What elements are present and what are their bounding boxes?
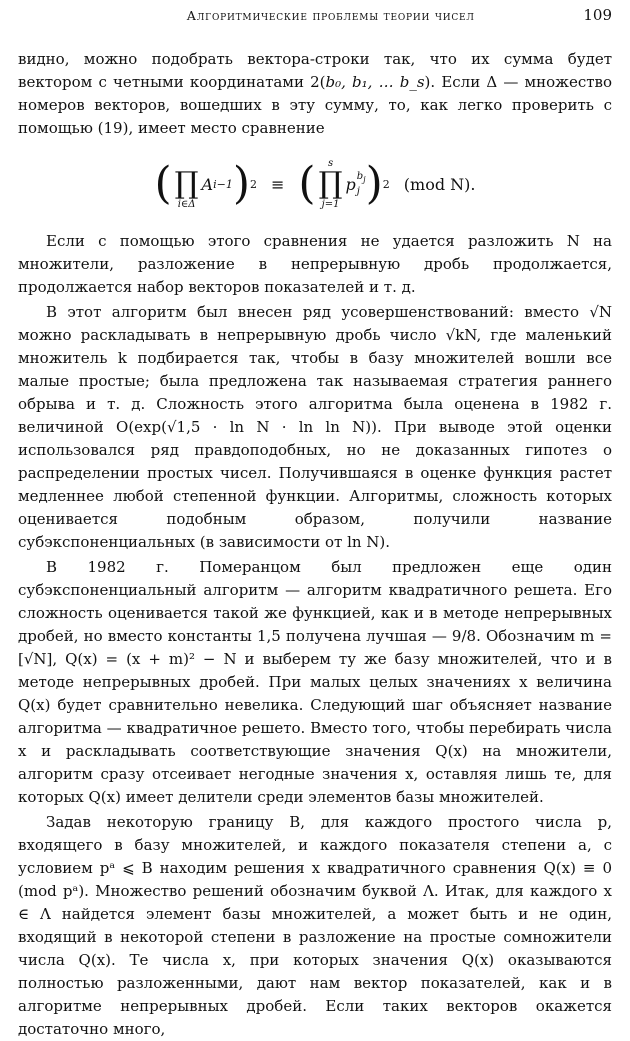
paragraph-5: Задав некоторую границу B, для каждого простого числа p, входящего в базу множителей, и каждого показателя степени a, с условием pᵃ ⩽ B находим решения x квадратичного сравнения Q(x) ≡ 0 (mod pᵃ). Множество решений обозначим буквой Λ. Итак, для каждого x ∈ Λ найдется элемент базы множителей, а может быть и не один, входящий в некоторой степени в разложение на простые сомножители числа Q(x). Те числа x, при которых значения Q(x) оказываются полностью разложенными, дают нам вектор показателей, как и в алгоритме непрерывных дробей. Если таких векторов окажется достаточно много, [18, 813, 612, 1038]
formula-rparen-2: ) [365, 158, 383, 209]
display-formula [18, 142, 612, 226]
product-2-symbol: ∏ [318, 166, 343, 201]
formula-term-1: A [201, 174, 214, 194]
formula-term-2: p [345, 174, 356, 194]
running-title: Алгоритмические проблемы теории чисел [186, 8, 475, 23]
formula-square-2: 2 [382, 177, 390, 191]
formula-term-2-sup-sub: j [363, 174, 366, 184]
product-operator-1 [175, 158, 199, 210]
paragraph-1-text-b: ). Если Δ — множество номеров векторов, вошедших в эту сумму, то, как легко проверить с помощью (19), имеет место сравнение [18, 73, 613, 137]
product-1-symbol: ∏ [174, 166, 199, 201]
formula-rparen-1: ) [232, 158, 251, 209]
formula-lparen-1: ( [154, 158, 172, 209]
paragraph-2: Если с помощью этого сравнения не удается разложить N на множители, разложение в непрерывную дробь продолжается, продолжается набор векторов показателей и т. д. [18, 232, 612, 296]
formula-square-1: 2 [250, 177, 258, 191]
product-2-sub: j=1 [321, 199, 340, 210]
paragraph-4: В 1982 г. Померанцом был предложен еще один субэкспоненциальный алгоритм — алгоритм квадратичного решета. Его сложность оценивается такой же функцией, как и в методе непрерывных дробей, но вместо константы 1,5 получена лучшая — 9/8. Обозначим m = [√N], Q(x) = (x + m)² − N и выберем ту же базу множителей, что и в методе непрерывных дробей. При малых целых значениях x величина Q(x) будет сравнительно невелика. Следующий шаг объясняет название алгоритма — квадратичное решето. Вместо того, чтобы перебирать числа x и раскладывать соответствующие значения Q(x) на множители, алгоритм сразу отсеивает негодные значения x, оставляя лишь те, для которых Q(x) имеет делители среди элементов базы множителей. [18, 558, 612, 806]
formula-term-2-sup [357, 171, 366, 186]
paragraph-1-text-a: видно, можно подобрать вектора-строки так, что их сумма будет вектором с четными координатами 2( [18, 50, 612, 91]
page-body [18, 48, 612, 1041]
product-2-sup: s [327, 158, 334, 169]
paragraph-3: В этот алгоритм был внесен ряд усовершенствований: вместо √N можно раскладывать в непрерывную дробь число √kN, где маленький множитель k подбирается так, чтобы в базу множителей вошли все малые простые; была предложена так называемая стратегия раннего обрыва и т. д. Сложность этого алгоритма была оценена в 1982 г. величиной O(exp(√1,5 · ln N · ln ln N)). При выводе этой оценки использовался ряд правдоподобных, но не доказанных гипотез о распределении простых чисел. Получившаяся в оценке функция растет медленнее любой степенной функции. Алгоритмы, сложность которых оценивается подобным образом, получили название субэкспоненциальных (в зависимости от ln N). [18, 303, 612, 551]
running-head [18, 6, 612, 28]
formula-lparen-2: ( [298, 158, 316, 209]
formula-term-2-sup-b: b [356, 170, 364, 182]
product-operator-2 [319, 158, 343, 210]
formula-term-2-sub: j [356, 185, 360, 197]
formula-equiv: ≡ [271, 174, 285, 194]
formula-term-2-scripts [357, 171, 366, 198]
formula-modulus: (mod N). [403, 174, 476, 194]
paragraph-1 [18, 48, 612, 140]
formula-term-1-sub: i−1 [213, 177, 233, 191]
product-1-sub: i∈Δ [177, 199, 196, 210]
paragraph-1-math: b₀, b₁, … b_s [325, 73, 425, 91]
page-number: 109 [583, 6, 612, 24]
